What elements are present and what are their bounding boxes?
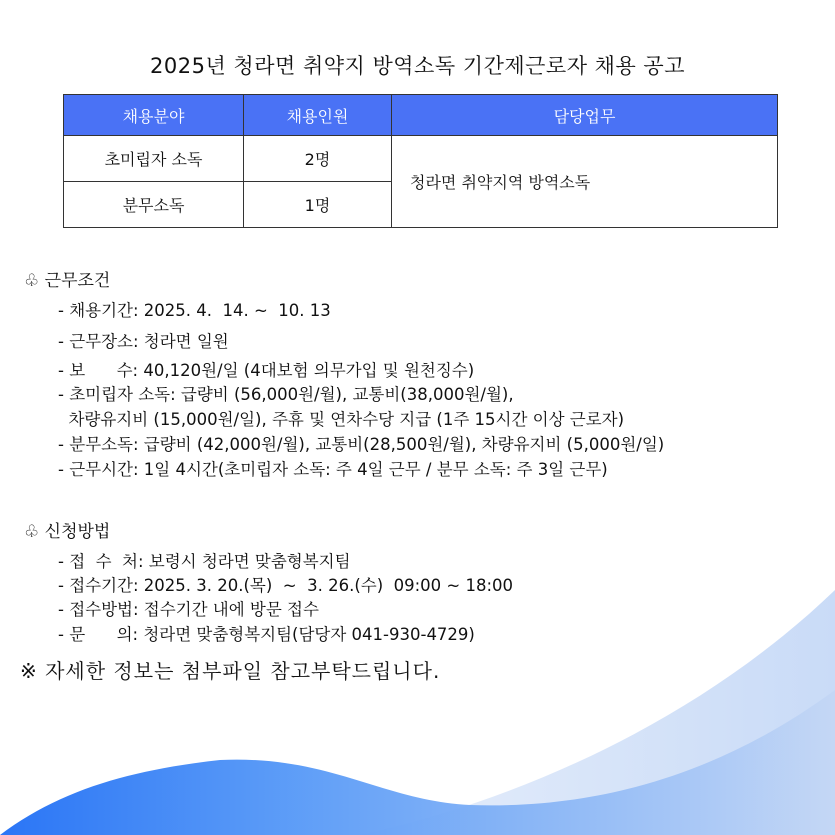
cell-count: 1명 [244, 182, 392, 228]
table-row [64, 136, 778, 182]
cell-duty: 청라면 취약지역 방역소독 [392, 136, 778, 228]
condition-line: - 근무시간: 1일 4시간(초미립자 소독: 주 4일 근무 / 분무 소독: 주 3일 근무) [58, 460, 608, 479]
section-heading-text: 신청방법 [44, 522, 111, 542]
section-heading-application [24, 517, 110, 542]
section-heading-text: 근무조건 [44, 271, 111, 291]
application-line: - 접 수 처: 보령시 청라면 맞춤형복지팀 [58, 552, 351, 571]
cell-count: 2명 [244, 136, 392, 182]
club-icon: ♧ [24, 271, 40, 291]
condition-line: - 근무장소: 청라면 일원 [58, 332, 229, 351]
cell-field: 분무소독 [64, 182, 244, 228]
application-line: - 접수방법: 접수기간 내에 방문 접수 [58, 600, 319, 619]
recruitment-table [63, 94, 778, 228]
condition-line: - 채용기간: 2025. 4. 14. ~ 10. 13 [58, 301, 331, 320]
header-duty: 담당업무 [392, 95, 778, 136]
condition-line: - 분무소독: 급량비 (42,000원/월), 교통비(28,500원/월), 차량유지비 (5,000원/일) [58, 435, 665, 454]
header-count: 채용인원 [244, 95, 392, 136]
header-field: 채용분야 [64, 95, 244, 136]
table-header-row [64, 95, 778, 136]
condition-line: - 초미립자 소독: 급량비 (56,000원/월), 교통비(38,000원/월), [58, 385, 514, 404]
club-icon: ♧ [24, 522, 40, 542]
application-line: - 접수기간: 2025. 3. 20.(목) ~ 3. 26.(수) 09:00 ~ 18:00 [58, 576, 514, 595]
condition-line: 차량유지비 (15,000원/일), 주휴 및 연차수당 지급 (1주 15시간 이상 근로자) [58, 410, 625, 429]
cell-field: 초미립자 소독 [64, 136, 244, 182]
section-heading-work-conditions [24, 266, 110, 291]
attachment-note: ※ 자세한 정보는 첨부파일 참고부탁드립니다. [20, 659, 441, 683]
condition-line: - 보 수: 40,120원/일 (4대보험 의무가입 및 원천징수) [58, 361, 475, 380]
page-title: 2025년 청라면 취약지 방역소독 기간제근로자 채용 공고 [150, 54, 685, 78]
application-line: - 문 의: 청라면 맞춤형복지팀(담당자 041-930-4729) [58, 625, 475, 644]
